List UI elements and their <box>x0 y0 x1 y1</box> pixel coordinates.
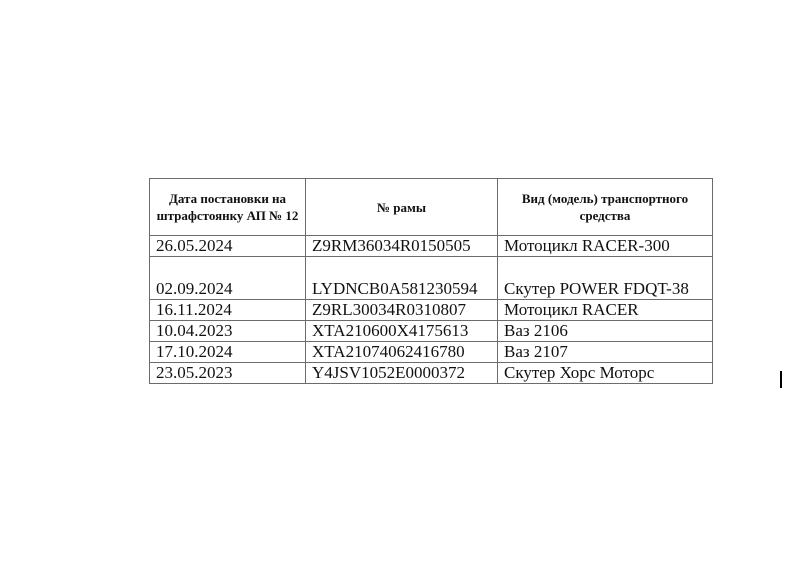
impounded-vehicles-table <box>149 178 713 384</box>
cell-date: 10.04.2023 <box>150 321 306 342</box>
table-row <box>150 300 713 321</box>
cell-frame-number: Z9RM36034R0150505 <box>306 236 498 257</box>
cell-frame-number: Z9RL30034R0310807 <box>306 300 498 321</box>
table-row <box>150 321 713 342</box>
cell-frame-number: XTA21074062416780 <box>306 342 498 363</box>
cell-date: 17.10.2024 <box>150 342 306 363</box>
cell-frame-number: Y4JSV1052E0000372 <box>306 363 498 384</box>
cell-date: 02.09.2024 <box>150 257 306 300</box>
cell-vehicle-model: Скутер Хорс Моторс <box>498 363 713 384</box>
table-row <box>150 342 713 363</box>
cell-date: 23.05.2023 <box>150 363 306 384</box>
table-row <box>150 363 713 384</box>
cell-vehicle-model: Скутер POWER FDQT-38 <box>498 257 713 300</box>
header-frame-number: № рамы <box>306 179 498 236</box>
cell-date: 26.05.2024 <box>150 236 306 257</box>
text-cursor <box>780 371 782 388</box>
cell-vehicle-model: Ваз 2107 <box>498 342 713 363</box>
table-header-row <box>150 179 713 236</box>
cell-vehicle-model: Мотоцикл RACER-300 <box>498 236 713 257</box>
cell-vehicle-model: Мотоцикл RACER <box>498 300 713 321</box>
header-date: Дата постановки на штрафстоянку АП № 12 <box>150 179 306 236</box>
cell-frame-number: XTA210600X4175613 <box>306 321 498 342</box>
table-row <box>150 257 713 300</box>
table-row <box>150 236 713 257</box>
cell-frame-number: LYDNCB0A581230594 <box>306 257 498 300</box>
header-vehicle-model: Вид (модель) транспортного средства <box>498 179 713 236</box>
cell-date: 16.11.2024 <box>150 300 306 321</box>
cell-vehicle-model: Ваз 2106 <box>498 321 713 342</box>
